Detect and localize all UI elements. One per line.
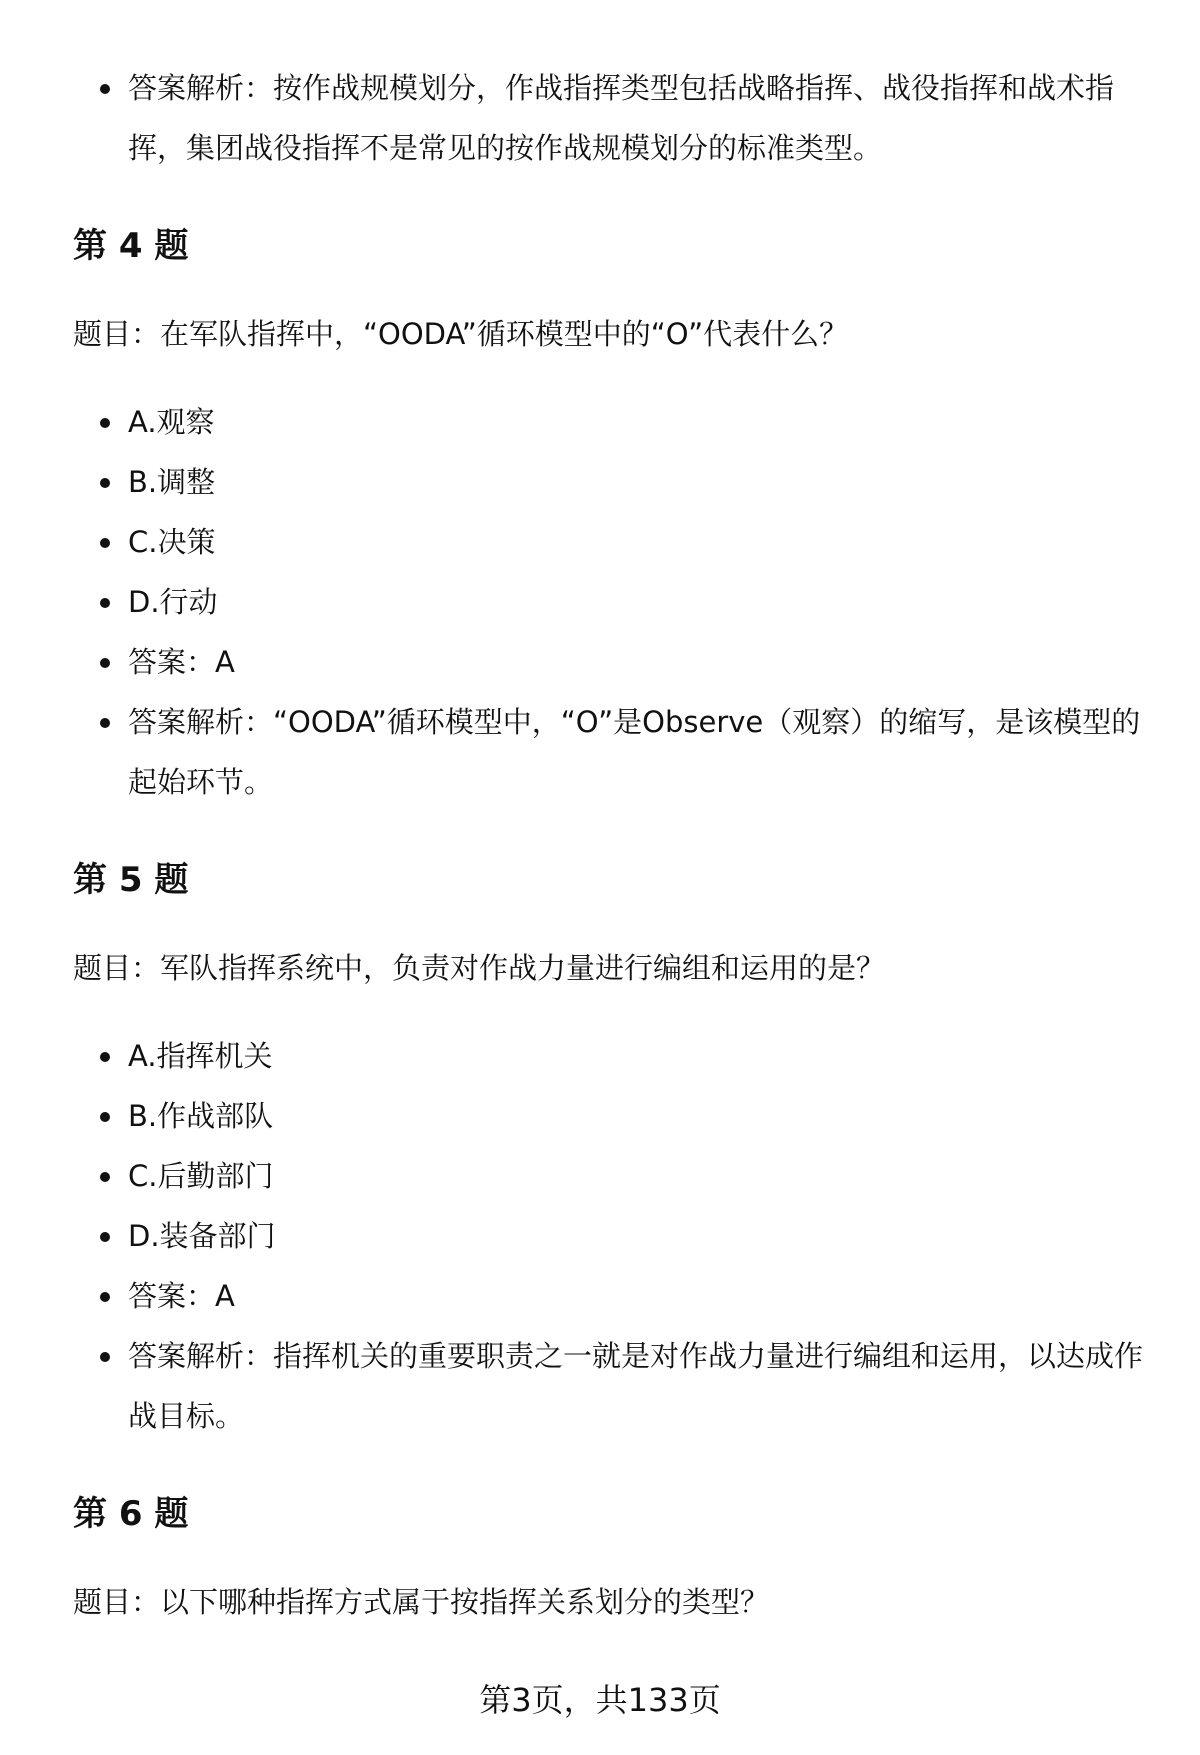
answer-explanation: 答案解析：指挥机关的重要职责之一就是对作战力量进行编组和运用，以达成作战目标。 <box>73 1326 1153 1446</box>
option-c: C.后勤部门 <box>73 1146 1153 1206</box>
option-d: D.装备部门 <box>73 1206 1153 1266</box>
answer-explanation: 答案解析：按作战规模划分，作战指挥类型包括战略指挥、战役指挥和战术指挥，集团战役指挥不是常见的按作战规模划分的标准类型。 <box>73 58 1153 178</box>
answer: 答案：A <box>73 632 1153 692</box>
question-stem: 题目：在军队指挥中，“OODA”循环模型中的“O”代表什么？ <box>73 317 849 351</box>
question-heading: 第 4 题 <box>73 226 189 266</box>
question-heading: 第 5 题 <box>73 860 189 900</box>
question-5 <box>73 850 1153 1446</box>
question-heading: 第 6 题 <box>73 1494 189 1534</box>
option-a: A.指挥机关 <box>73 1026 1153 1086</box>
question-stem: 题目：以下哪种指挥方式属于按指挥关系划分的类型？ <box>73 1585 770 1619</box>
intro-list <box>73 58 1153 178</box>
option-b: B.调整 <box>73 452 1153 512</box>
page-content <box>73 58 1153 1632</box>
option-b: B.作战部队 <box>73 1086 1153 1146</box>
answer: 答案：A <box>73 1266 1153 1326</box>
question-6 <box>73 1484 1153 1632</box>
question-stem: 题目：军队指挥系统中，负责对作战力量进行编组和运用的是？ <box>73 951 886 985</box>
answer-explanation: 答案解析：“OODA”循环模型中，“O”是Observe（观察）的缩写，是该模型的起始环节。 <box>73 692 1153 812</box>
question-4 <box>73 216 1153 812</box>
page-number-footer: 第3页，共133页 <box>479 1681 721 1719</box>
option-d: D.行动 <box>73 572 1153 632</box>
option-a: A.观察 <box>73 392 1153 452</box>
option-list <box>73 1026 1153 1446</box>
option-list <box>73 392 1153 812</box>
option-c: C.决策 <box>73 512 1153 572</box>
